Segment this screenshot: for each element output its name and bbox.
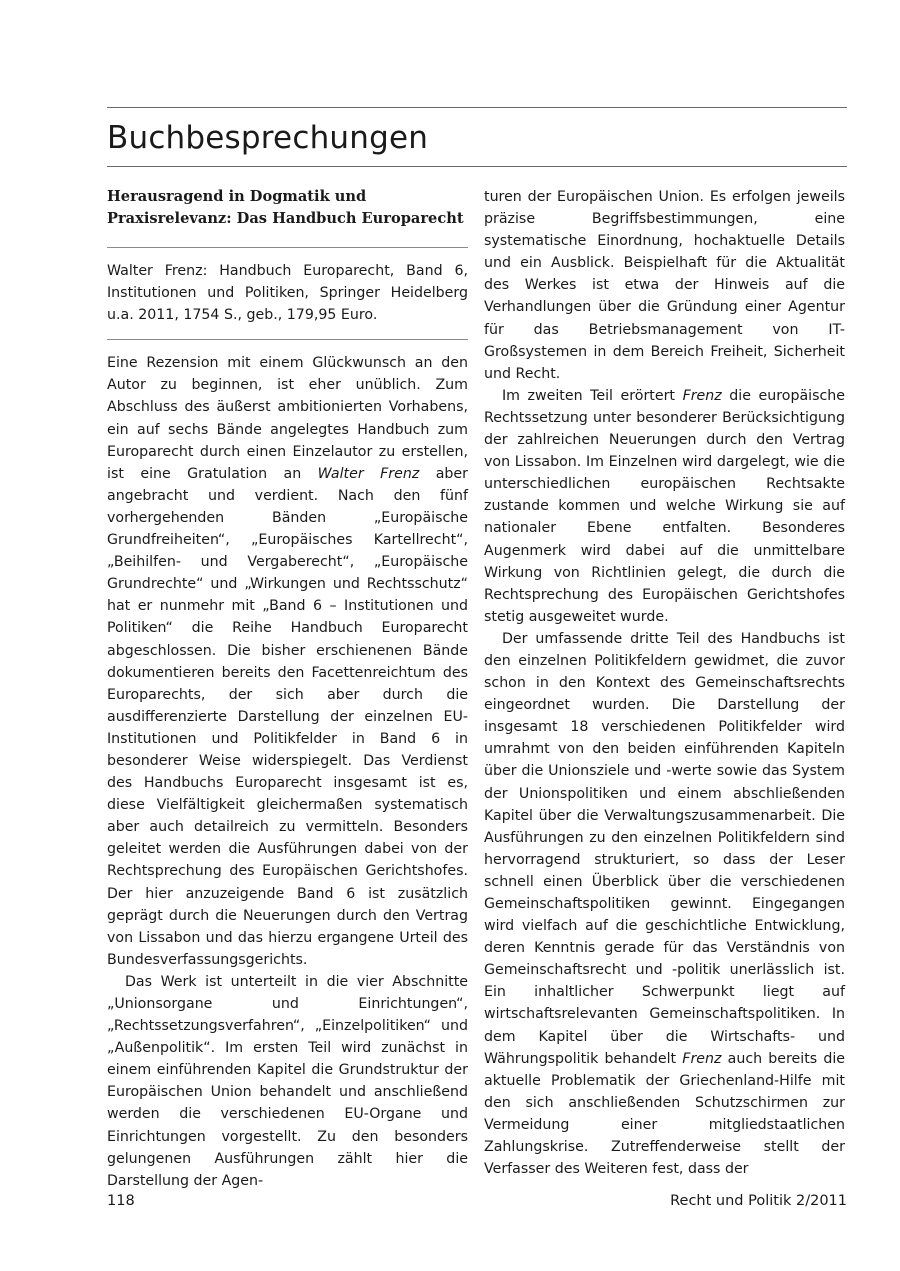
paragraph-third-part-text-a: Der umfassende dritte Teil des Handbuchs ist den einzelnen Politikfeldern gewidmet, die zuvor schon in den Kontext des Gemeinschaftsrechts eingeordnet wurden. Die Darstellung der insgesamt 18 verschiedenen Politikfelder wird umrahmt von den beiden einführenden Kapiteln über die Unionsziele und -werte sowie das System der Unionspolitiken und einem abschließenden Kapitel über die Verwaltungszusammenarbeit. Die Ausführungen zu den einzelnen Politikfeldern sind hervorragend strukturiert, so dass der Leser schnell einen Überblick über die verschiedenen Gemeinschaftspolitiken gewinnt. Eingegangen wird vielfach auf die geschichtliche Entwicklung, deren Kenntnis gerade für das Verständnis von Gemeinschaftsrecht und -politik unerlässlich ist. Ein inhaltlicher Schwerpunkt liegt auf wirtschaftsrelevanten Gemeinschaftspolitiken. In dem Kapitel über die Wirtschafts- und Währungspolitik behandelt (484, 630, 845, 1067)
paragraph-second-part-text-a: Im zweiten Teil erörtert (502, 387, 683, 404)
title-underline-rule (107, 166, 847, 167)
paragraph-third-part (484, 628, 845, 1180)
section-title: Buchbesprechungen (107, 120, 429, 156)
author-name-emphasis: Walter Frenz (317, 465, 420, 482)
left-column (107, 186, 468, 1192)
paragraph-structure-continued: turen der Europäischen Union. Es erfolgen jeweils präzise Begriffsbestimmungen, eine systematische Einordnung, hochaktuelle Details und ein Ausblick. Beispielhaft für die Aktualität des Werkes ist etwa der Hinweis auf die Verhandlungen über die Gründung einer Agentur für das Betriebsmanagement von IT-Großsystemen in dem Bereich Freiheit, Sicherheit und Recht. (484, 189, 845, 382)
author-name-emphasis: Frenz (682, 387, 722, 404)
bibliography-divider (107, 339, 468, 340)
page-number: 118 (107, 1193, 135, 1209)
paragraph-intro (107, 352, 468, 971)
paragraph-intro-text-a: Eine Rezension mit einem Glückwunsch an den Autor zu beginnen, ist eher unüblich. Zum Abschluss des äußerst ambitionierten Vorhabens, ein auf sechs Bände angelegtes Handbuch zum Europarecht durch einen Einzelautor zu erstellen, ist eine Gratulation an (107, 355, 468, 482)
paragraph-second-part (484, 385, 845, 628)
paragraph-structure: Das Werk ist unterteilt in die vier Abschnitte „Unionsorgane und Einrichtungen“, „Rechtssetzungsverfahren“, „Einzelpolitiken“ und „Außenpolitik“. Im ersten Teil wird zunächst in einem einführenden Kapitel die Grundstruktur der Europäischen Union behandelt und anschließend werden die verschiedenen EU-Organe und Einrichtungen vorgestellt. Zu den besonders gelungenen Ausführungen zählt hier die Darstellung der Agen- (107, 973, 468, 1189)
paragraph-third-part-text-b: auch bereits die aktuelle Problematik der Griechenland-Hilfe mit den sich anschließenden Schutzschirmen zur Vermeidung einer mitgliedstaatlichen Zahlungskrise. Zutreffenderweise stellt der Verfasser des Weiteren fest, dass der (484, 1050, 845, 1178)
right-column (484, 186, 845, 1180)
paragraph-second-part-text-b: die europäische Rechtssetzung unter besonderer Berücksichtigung der zahlreichen Neuerungen durch den Vertrag von Lissabon. Im Einzelnen wird dargelegt, wie die unterschiedlichen europäischen Rechtsakte zustande kommen und welche Wirkung sie auf nationaler Ebene entfalten. Besonderes Augenmerk wird dabei auf die unmittelbare Wirkung von Richtlinien gelegt, die durch die Rechtsprechung des Europäischen Gerichtshofes stetig ausgeweitet wurde. (484, 387, 845, 625)
author-name-emphasis: Frenz (682, 1050, 722, 1067)
review-headline: Herausragend in Dogmatik und Praxisrelevanz: Das Handbuch Europarecht (107, 188, 464, 227)
bibliography-entry: Walter Frenz: Handbuch Europarecht, Band 6, Institutionen und Politiken, Springer Heidelberg u.a. 2011, 1754 S., geb., 179,95 Euro. (107, 263, 468, 324)
top-rule (107, 107, 847, 108)
journal-issue: Recht und Politik 2/2011 (670, 1193, 847, 1209)
paragraph-intro-text-b: aber angebracht und verdient. Nach den fünf vorhergehenden Bänden „Europäische Grundfreiheiten“, „Europäisches Kartellrecht“, „Beihilfen- und Vergaberecht“, „Europäische Grundrechte“ und „Wirkungen und Rechtsschutz“ hat er nunmehr mit „Band 6 – Institutionen und Politiken“ die Reihe Handbuch Europarecht abgeschlossen. Die bisher erschienenen Bände dokumentieren bereits den Facettenreichtum des Europarechts, der sich aber durch die ausdifferenzierte Darstellung der einzelnen EU-Institutionen und Politikfelder in Band 6 in besonderer Weise widerspiegelt. Das Verdienst des Handbuchs Europarecht insgesamt ist es, diese Vielfältigkeit gleichermaßen systematisch aber auch detailreich zu vermitteln. Besonders geleitet werden die Ausführungen dabei von der Rechtsprechung des Europäischen Gerichtshofes. Der hier anzuzeigende Band 6 ist zusätzlich geprägt durch die Neuerungen durch den Vertrag von Lissabon und das hierzu ergangene Urteil des Bundesverfassungsgerichts. (107, 465, 468, 968)
